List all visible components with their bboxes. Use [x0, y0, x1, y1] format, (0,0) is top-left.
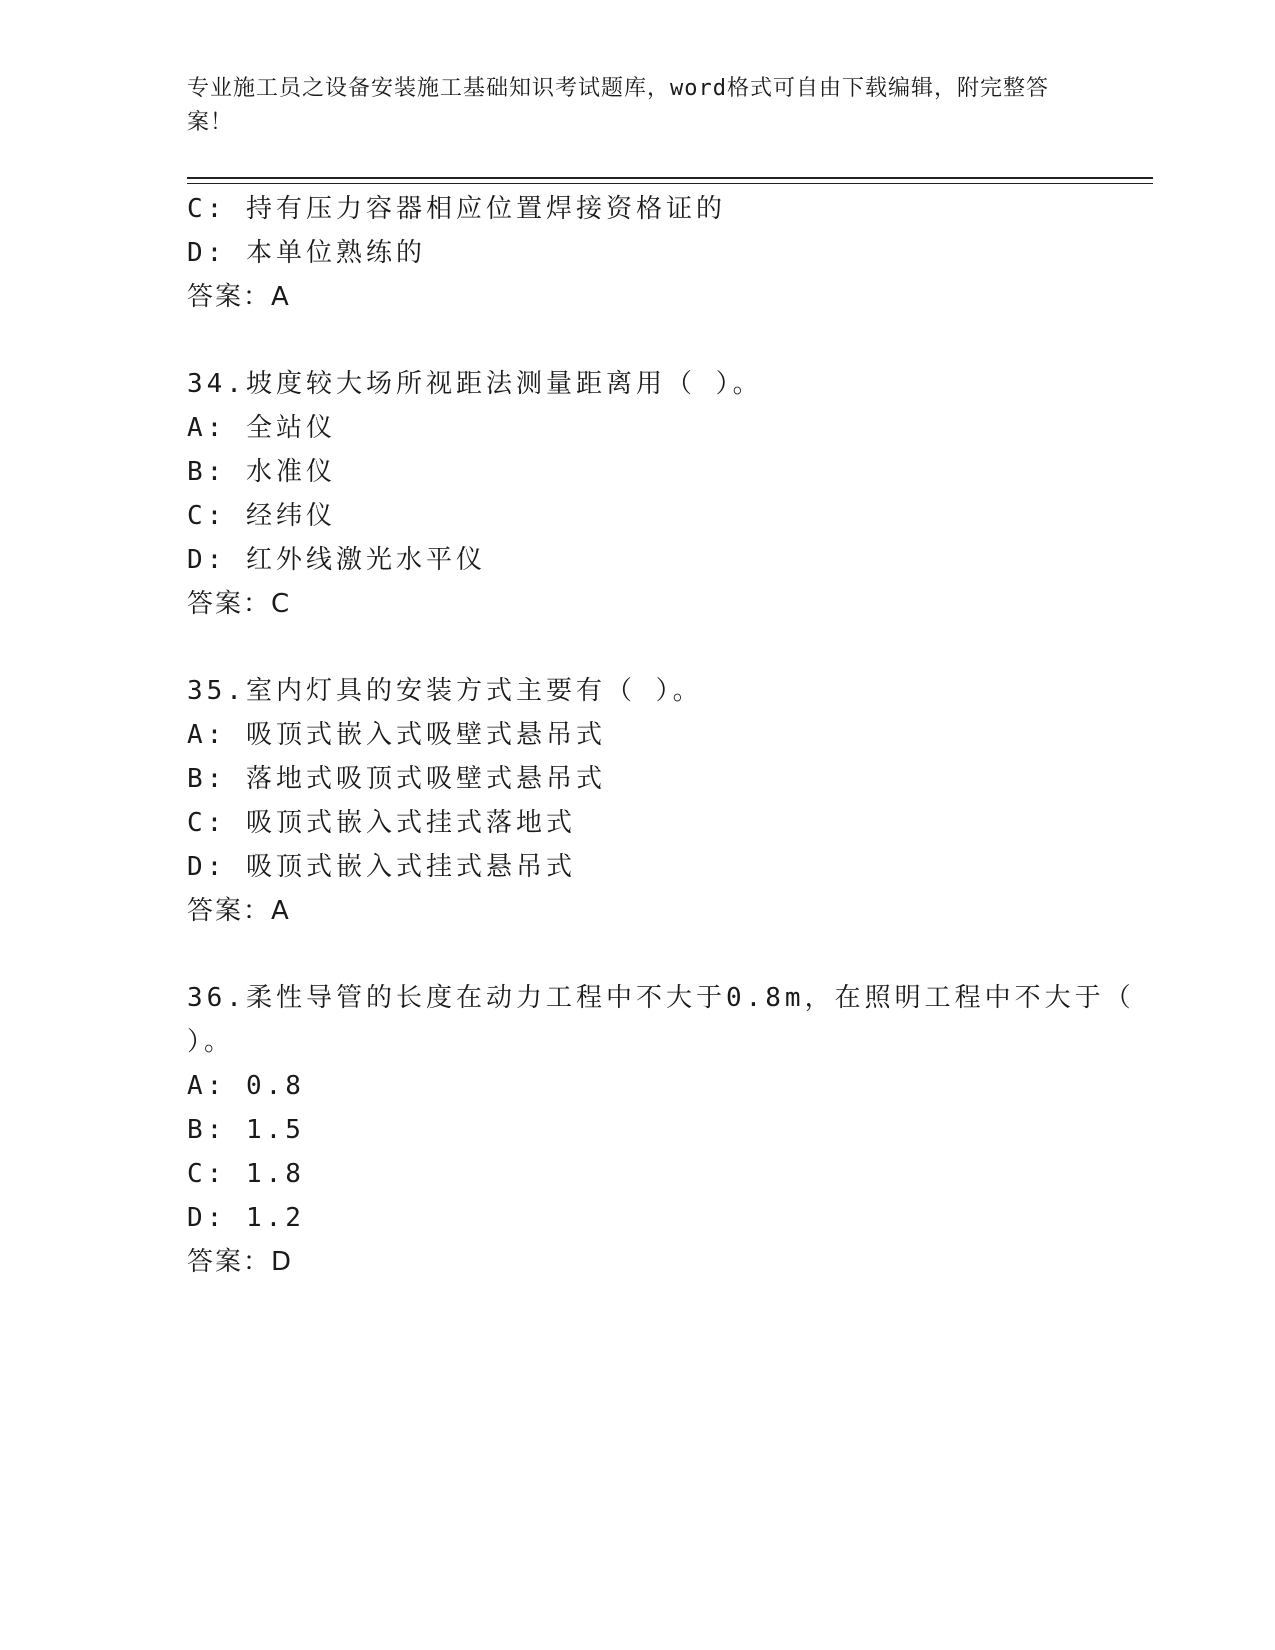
q35-option-b: B: 落地式吸顶式吸壁式悬吊式 [187, 764, 606, 794]
q35-option-d: D: 吸顶式嵌入式挂式悬吊式 [187, 852, 576, 882]
q35-answer: 答案：A [187, 896, 291, 926]
q34-answer: 答案：C [187, 589, 292, 619]
document-header: 专业施工员之设备安装施工基础知识考试题库，word格式可自由下载编辑，附完整答案！ [187, 76, 1049, 135]
q36-answer: 答案：D [187, 1247, 294, 1277]
q33-option-d: D: 本单位熟练的 [187, 238, 426, 268]
q35-option-a: A: 吸顶式嵌入式吸壁式悬吊式 [187, 720, 606, 750]
q36-question-line2: ）。 [187, 1027, 235, 1057]
q35-question: 35.室内灯具的安装方式主要有（ ）。 [187, 676, 703, 706]
header-divider-thin [187, 183, 1153, 184]
header-divider-thick [187, 177, 1153, 179]
q35-option-c: C: 吸顶式嵌入式挂式落地式 [187, 808, 576, 838]
q36-option-c: C: 1.8 [187, 1159, 305, 1189]
q36-option-d: D: 1.2 [187, 1203, 305, 1233]
q34-option-d: D: 红外线激光水平仪 [187, 545, 486, 575]
q36-question-line1: 36.柔性导管的长度在动力工程中不大于0.8m，在照明工程中不大于（ [187, 983, 1135, 1013]
q36-option-a: A: 0.8 [187, 1071, 305, 1101]
q36-option-b: B: 1.5 [187, 1115, 305, 1145]
q33-option-c: C: 持有压力容器相应位置焊接资格证的 [187, 194, 726, 224]
q33-answer: 答案：A [187, 282, 291, 312]
q34-question: 34.坡度较大场所视距法测量距离用（ ）。 [187, 369, 763, 399]
q34-option-a: A: 全站仪 [187, 413, 336, 443]
q34-option-c: C: 经纬仪 [187, 501, 336, 531]
q34-option-b: B: 水准仪 [187, 457, 336, 487]
